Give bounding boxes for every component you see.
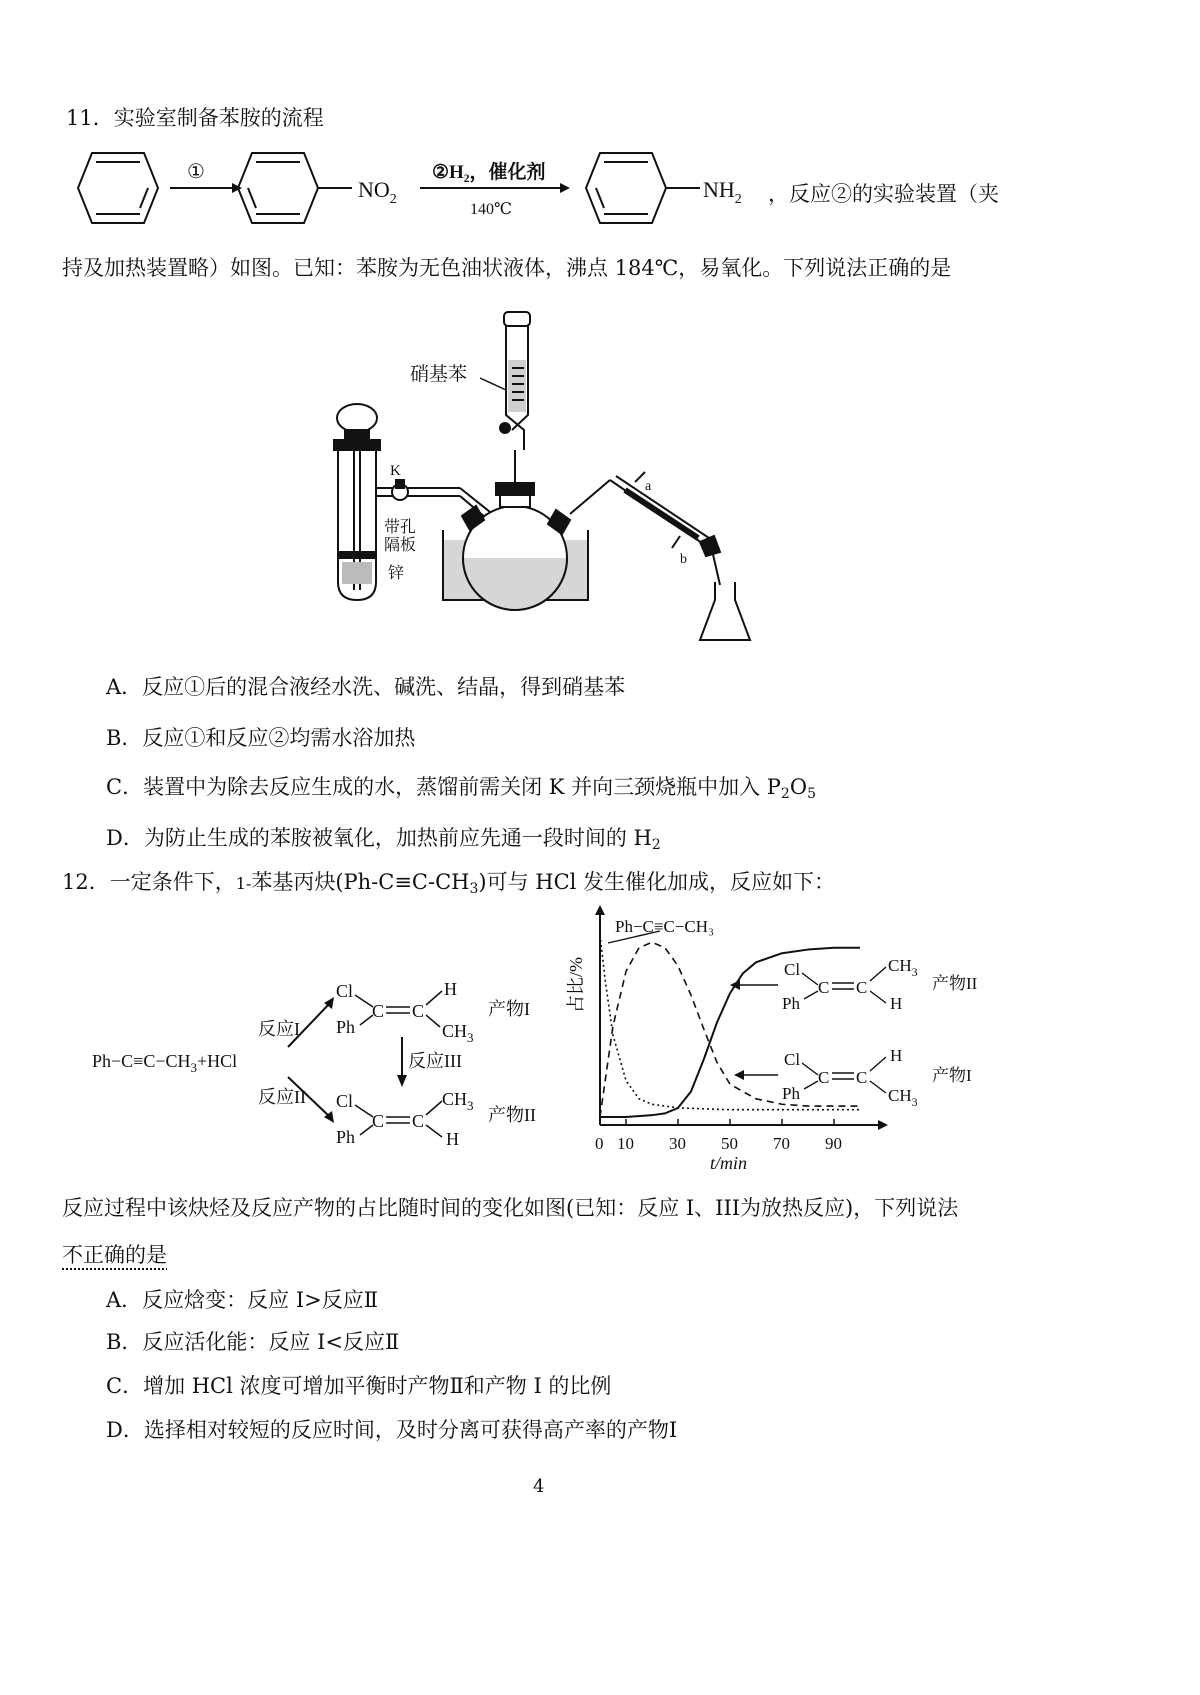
svg-text:Ph: Ph: [336, 1127, 356, 1147]
svg-text:Ph: Ph: [336, 1017, 356, 1037]
svg-text:产物II: 产物II: [488, 1105, 536, 1125]
svg-text:②H₂，催化剂: ②H₂，催化剂: [432, 162, 546, 183]
funnel-bulb: [337, 404, 377, 432]
svg-text:H: H: [444, 979, 457, 999]
svg-text:C: C: [818, 978, 830, 997]
svg-text:Cl: Cl: [784, 1050, 801, 1069]
q12-line2: 不正确的是: [62, 1243, 167, 1267]
series-line-2: [600, 948, 860, 1117]
q12-option-a: A．反应焓变：反应 I>反应Ⅱ: [106, 1288, 379, 1312]
q11-after-scheme: ，反应②的实验装置（夹: [768, 182, 999, 206]
svg-text:H: H: [890, 1046, 903, 1065]
svg-text:Ph−C≡C−CH₃: [615, 917, 714, 936]
x-tick-label: 70: [773, 1134, 790, 1153]
x-tick-label: 0: [595, 1134, 604, 1153]
legend-product-1: 产物I: [932, 1066, 972, 1085]
svg-text:Ph−C≡C−CH3+HCl: $Ph-C\equiv C-CH_3+HCl$: [92, 1051, 238, 1075]
q11-stem: 11．实验室制备苯胺的流程: [66, 106, 324, 130]
q12-line1: 反应过程中该炔烃及反应产物的占比随时间的变化如图(已知：反应 I、III为放热反应)，下列说法: [62, 1196, 959, 1220]
svg-text:反应II: 反应II: [258, 1087, 306, 1107]
q11-option-a: A．反应①后的混合液经水洗、碱洗、结晶，得到硝基苯: [106, 675, 626, 699]
svg-text:Cl: Cl: [784, 960, 801, 979]
q11-reaction-scheme: [60, 150, 1200, 230]
y-axis-label: 占比/%: [566, 957, 586, 1013]
q12-option-b: B．反应活化能：反应 I<反应Ⅱ: [106, 1330, 400, 1354]
q11-apparatus-diagram: [320, 300, 880, 650]
q12-option-d: D．选择相对较短的反应时间，及时分离可获得高产率的产物Ⅰ: [106, 1418, 678, 1442]
svg-text:b: b: [680, 552, 687, 567]
q12-option-c: C．增加 HCl 浓度可增加平衡时产物Ⅱ和产物 I 的比例: [106, 1374, 612, 1398]
svg-text:隔板: 隔板: [384, 537, 417, 554]
svg-text:产物I: 产物I: [488, 999, 530, 1019]
svg-text:Cl: Cl: [336, 981, 354, 1001]
x-tick-label: 10: [617, 1134, 634, 1153]
perforated-plate: [340, 552, 374, 558]
q11-line2: 持及加热装置略）如图。已知：苯胺为无色油状液体，沸点 184℃，易氧化。下列说法正确的是: [62, 256, 952, 280]
receiving-flask: [700, 582, 750, 640]
svg-text:H: H: [446, 1129, 459, 1149]
svg-text:硝基苯: 硝基苯: [410, 364, 468, 385]
arrow1-label: ①: [187, 161, 205, 183]
svg-text:C: C: [856, 978, 868, 997]
svg-text:NH2: $NH_2$: [703, 177, 742, 207]
svg-text:140℃: 140℃: [470, 201, 512, 218]
svg-text:H: H: [890, 994, 903, 1013]
x-tick-label: 50: [721, 1134, 738, 1153]
svg-text:C: C: [412, 1111, 425, 1131]
x-tick-label: 30: [669, 1134, 686, 1153]
svg-text:锌: 锌: [388, 565, 405, 582]
svg-text:Cl: Cl: [336, 1091, 354, 1111]
svg-text:CH3: $CH_3$: [442, 1021, 474, 1045]
x-axis-label: t/min: [710, 1153, 748, 1173]
svg-text:CH3: $CH_3$: [888, 956, 918, 979]
svg-text:a: a: [645, 479, 652, 494]
svg-text:Ph: Ph: [782, 1084, 800, 1103]
q11-option-b: B．反应①和反应②均需水浴加热: [106, 726, 416, 750]
svg-text:NO2: $NO_2$: [358, 177, 397, 207]
svg-text:C: C: [372, 1001, 385, 1021]
legend-product-2: 产物II: [932, 974, 978, 993]
q11-option-d: D．为防止生成的苯胺被氧化，加热前应先通一段时间的 $H_2$: [106, 826, 661, 853]
svg-text:反应I: 反应I: [258, 1019, 300, 1039]
svg-text:反应III: 反应III: [408, 1051, 462, 1071]
svg-text:K: K: [390, 463, 401, 479]
page-number: 4: [533, 1476, 545, 1497]
aniline-ring: [586, 153, 700, 223]
benzene-ring: [78, 153, 158, 223]
condenser: [625, 490, 698, 538]
svg-text:CH3: $CH_3$: [888, 1086, 918, 1109]
series-line-1: [600, 942, 860, 1117]
svg-text:C: C: [412, 1001, 425, 1021]
q12-reaction-scheme: [90, 955, 560, 1155]
legend-alkyne: Ph−C≡C−CH₃: [615, 917, 714, 936]
q11-option-c: C．装置中为除去反应生成的水，蒸馏前需关闭 K 并向三颈烧瓶中加入 $P_2O_5$: [106, 775, 816, 802]
svg-text:带孔: 带孔: [384, 519, 417, 536]
svg-text:Ph: Ph: [782, 994, 800, 1013]
x-tick-label: 90: [825, 1134, 842, 1153]
svg-text:C: C: [856, 1068, 868, 1087]
svg-text:CH3: $CH_3$: [442, 1089, 474, 1113]
nitrobenzene-ring: [238, 153, 352, 223]
q12-stem: 12．一定条件下，1-苯基丙炔$(Ph-C\equiv C-CH_3)$可与 HCl 发生催化加成，反应如下：: [62, 870, 836, 897]
svg-text:C: C: [372, 1111, 385, 1131]
q12-time-chart: [560, 905, 1030, 1175]
svg-text:C: C: [818, 1068, 830, 1087]
